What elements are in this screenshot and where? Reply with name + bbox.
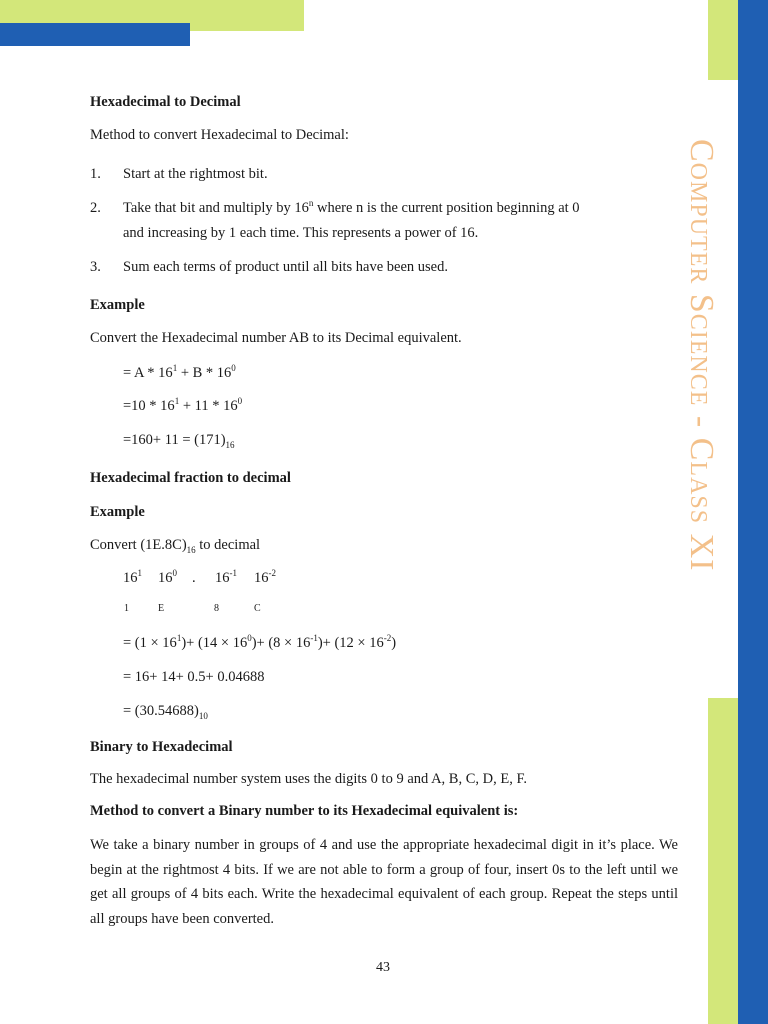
step-2-line2: and increasing by 1 each time. This represents a power of 16. <box>123 225 479 241</box>
step-1-text: Start at the rightmost bit. <box>123 166 268 182</box>
power-16-1: $16^1$ <box>123 568 142 586</box>
step-2-line1: Take that bit and multiply by 16$^n$ where n is the current position beginning at 0 <box>123 198 580 216</box>
method-intro: Method to convert Hexadecimal to Decimal: <box>90 127 349 143</box>
digit-c: C <box>254 603 261 614</box>
example-1-line2: $=10 * 16^1 + 11 * 16^0$ <box>123 396 243 414</box>
step-1-number: 1. <box>90 166 101 182</box>
heading-method-binary-hex: Method to convert a Binary number to its Hexadecimal equivalent is: <box>90 803 519 819</box>
radix-point: . <box>192 570 196 586</box>
side-green-bar-top <box>708 0 738 80</box>
power-16-minus2: $16^{-2}$ <box>254 568 276 586</box>
hex-system-text: The hexadecimal number system uses the digits 0 to 9 and A, B, C, D, E, F. <box>90 771 528 787</box>
heading-binary-to-hex: Binary to Hexadecimal <box>90 739 233 755</box>
example-2-line2: = 16+ 14+ 0.5+ 0.04688 <box>123 669 265 685</box>
digit-e: E <box>158 603 165 614</box>
example-1-line1: = $A * 16^1 + B * 16^0$ <box>123 363 236 381</box>
heading-hex-fraction: Hexadecimal fraction to decimal <box>90 470 291 486</box>
example-2-convert: Convert $(1E.8C)_{16}$ to decimal <box>90 537 261 555</box>
example-label-1: Example <box>90 297 145 313</box>
power-16-minus1: $16^{-1}$ <box>215 568 237 586</box>
step-2-number: 2. <box>90 200 101 216</box>
step-3-number: 3. <box>90 259 101 275</box>
example-1-text: Convert the Hexadecimal number AB to its Decimal equivalent. <box>90 330 462 346</box>
digit-1: 1 <box>124 603 129 614</box>
side-title-text: Computer Science - Class XI <box>683 139 720 572</box>
binary-to-hex-paragraph: We take a binary number in groups of 4 and use the appropriate hexadecimal digit in it’s place. We begin at the rightmost 4 bits. If we are not able to form a group of four, insert 0s to the left until we get all groups of 4 bits each. Write the hexadecimal equivalent of each group. Repeat the steps until all groups have been converted. <box>90 837 678 927</box>
example-label-2: Example <box>90 504 145 520</box>
example-2-line3: = $(30.54688)_{10}$ <box>123 703 208 721</box>
heading-hex-to-decimal: Hexadecimal to Decimal <box>90 94 241 110</box>
step-3-text: Sum each terms of product until all bits have been used. <box>123 259 448 275</box>
example-2-line1: = $(1 \times 16^1)+ (14 \times 16^0)+ (8 \times 16^{-1})+ (12 \times 16^{-2})$ <box>123 633 397 651</box>
digit-8: 8 <box>214 603 219 614</box>
side-blue-bar <box>738 0 768 1024</box>
power-16-0: $16^0$ <box>158 568 177 586</box>
top-blue-bar <box>0 23 190 46</box>
example-1-line3: $=160+ 11 = (171)_{16}$ <box>123 432 235 450</box>
page-number: 43 <box>376 960 390 975</box>
side-green-bar-bottom <box>708 698 738 1024</box>
